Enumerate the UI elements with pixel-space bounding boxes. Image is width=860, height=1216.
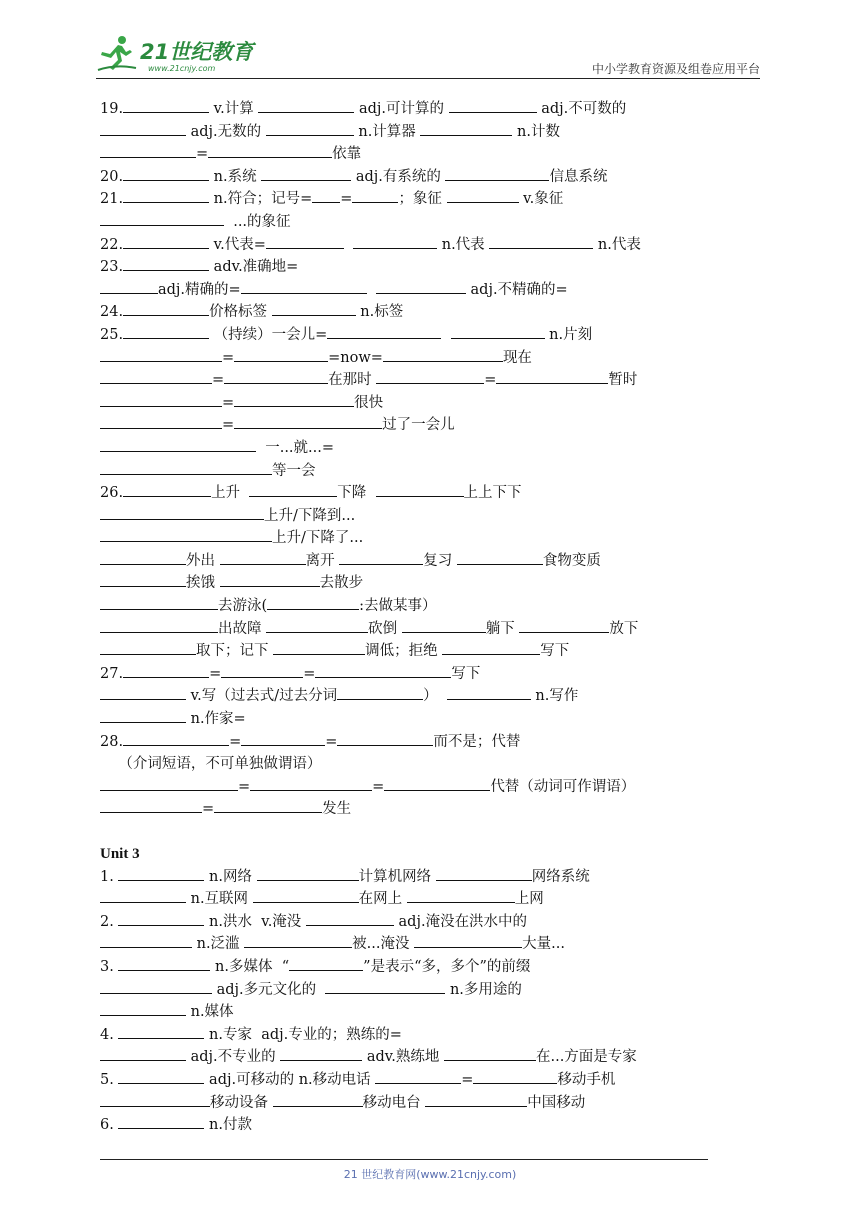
worksheet-line — [100, 166, 740, 189]
worksheet-line — [100, 888, 740, 911]
line-text: n.多媒体 “ — [210, 958, 290, 975]
fill-in-blank[interactable] — [402, 618, 486, 633]
line-text: 25. — [100, 326, 124, 343]
line-text: adj.不精确的= — [465, 281, 568, 298]
fill-in-blank[interactable] — [253, 888, 359, 903]
line-text: n.计算器 — [353, 123, 421, 140]
worksheet-line — [100, 595, 740, 618]
line-text: 20. — [100, 168, 124, 185]
line-text: = — [372, 778, 385, 795]
line-text: = — [202, 801, 215, 818]
line-text: adj.不可数的 — [536, 101, 627, 117]
worksheet-line — [100, 572, 740, 595]
fill-in-blank[interactable] — [100, 933, 192, 948]
fill-in-blank[interactable] — [273, 1092, 363, 1107]
line-text: n.付款 — [204, 1117, 253, 1134]
worksheet-line — [100, 1001, 740, 1024]
line-text: 3. — [100, 958, 119, 975]
line-text: = — [340, 191, 353, 208]
line-text: 23. — [100, 259, 124, 276]
fill-in-blank[interactable] — [447, 685, 531, 700]
fill-in-blank[interactable] — [272, 301, 356, 316]
line-text — [367, 279, 376, 302]
line-text: = — [222, 417, 235, 434]
line-text: 代替（动词可作谓语） — [490, 778, 636, 795]
worksheet-line — [100, 234, 740, 257]
worksheet-line — [100, 1092, 740, 1115]
line-text: = — [484, 372, 497, 389]
fill-in-blank[interactable] — [100, 460, 272, 475]
line-text: n.专家 adj.专业的；熟练的= — [204, 1026, 402, 1043]
worksheet-line — [100, 1024, 740, 1047]
line-text: ；象征 — [398, 191, 447, 208]
worksheet-line — [100, 256, 740, 279]
fill-in-blank[interactable] — [100, 347, 222, 362]
worksheet-line — [100, 527, 740, 550]
fill-in-blank[interactable] — [118, 911, 204, 926]
line-text: adv.准确地= — [209, 259, 299, 276]
fill-in-blank[interactable] — [327, 324, 441, 339]
fill-in-blank[interactable] — [100, 888, 186, 903]
line-text: 食物变质 — [542, 552, 601, 569]
line-text: 大量... — [522, 936, 565, 953]
line-text: 被...淹没 — [352, 936, 415, 953]
fill-in-blank[interactable] — [123, 234, 209, 249]
logo-text: 21世纪教育 — [140, 40, 254, 64]
page-footer: 21 世纪教育网(www.21cnjy.com) — [343, 1168, 517, 1181]
line-text — [441, 324, 450, 347]
fill-in-blank[interactable] — [221, 663, 303, 678]
fill-in-blank[interactable] — [118, 1024, 204, 1039]
line-text: 离开 — [305, 552, 340, 569]
fill-in-blank[interactable] — [473, 1069, 557, 1084]
line-text: 26. — [100, 485, 124, 502]
fill-in-blank[interactable] — [337, 731, 433, 746]
vocab-section-unit3 — [100, 866, 740, 1137]
fill-in-blank[interactable] — [425, 1092, 527, 1107]
fill-in-blank[interactable] — [100, 211, 224, 226]
fill-in-blank[interactable] — [123, 301, 209, 316]
fill-in-blank[interactable] — [100, 776, 238, 791]
fill-in-blank[interactable] — [258, 98, 354, 113]
line-text: v.写（过去式/过去分词 — [186, 688, 338, 705]
fill-in-blank[interactable] — [234, 414, 382, 429]
fill-in-blank[interactable] — [407, 888, 515, 903]
fill-in-blank[interactable] — [444, 1046, 536, 1061]
fill-in-blank[interactable] — [118, 866, 204, 881]
line-text: 21. — [100, 191, 124, 208]
line-text: ） — [423, 688, 447, 705]
line-text — [344, 234, 353, 257]
line-text: 4. — [100, 1026, 119, 1043]
line-text: n.互联网 — [186, 891, 253, 908]
line-text: adj.不专业的 — [186, 1049, 281, 1066]
fill-in-blank[interactable] — [100, 414, 222, 429]
vocab-section-unit2 — [100, 98, 740, 821]
worksheet-line — [100, 731, 740, 754]
line-text: 6. — [100, 1117, 119, 1134]
fill-in-blank[interactable] — [375, 1069, 461, 1084]
fill-in-blank[interactable] — [123, 98, 209, 113]
line-text: 挨饿 — [186, 575, 220, 592]
worksheet-line — [100, 866, 740, 889]
worksheet-line — [100, 301, 740, 324]
fill-in-blank[interactable] — [100, 1001, 186, 1016]
fill-in-blank[interactable] — [325, 979, 445, 994]
line-text: 上升 — [211, 485, 250, 502]
page-header — [96, 34, 760, 80]
line-text: adj.精确的= — [158, 281, 241, 298]
unit-title: Unit 3 — [100, 846, 140, 862]
worksheet-line — [100, 211, 740, 234]
line-text: 发生 — [322, 801, 352, 818]
line-text: 在...方面是专家 — [535, 1049, 637, 1066]
line-text: 19. — [100, 101, 124, 117]
fill-in-blank[interactable] — [234, 347, 328, 362]
line-text: ”是表示“多，多个”的前缀 — [363, 958, 531, 975]
fill-in-blank[interactable] — [100, 550, 186, 565]
line-text: 计算机网络 — [358, 868, 436, 885]
line-text: 很快 — [354, 394, 384, 411]
line-text: 暂时 — [608, 372, 638, 389]
fill-in-blank[interactable] — [100, 1046, 186, 1061]
line-text: 中国移动 — [527, 1094, 586, 1111]
fill-in-blank[interactable] — [312, 188, 340, 203]
worksheet-line — [100, 1046, 740, 1069]
fill-in-blank[interactable] — [100, 618, 218, 633]
fill-in-blank[interactable] — [100, 369, 212, 384]
line-text: n.作家= — [186, 711, 246, 728]
line-text: v.象征 — [518, 191, 564, 208]
line-text: n.系统 — [209, 168, 262, 185]
fill-in-blank[interactable] — [261, 166, 351, 181]
fill-in-blank[interactable] — [250, 776, 372, 791]
fill-in-blank[interactable] — [266, 234, 344, 249]
line-text: adv.熟练地 — [362, 1049, 444, 1066]
worksheet-line — [100, 956, 740, 979]
footer-divider — [100, 1159, 708, 1160]
fill-in-blank[interactable] — [376, 482, 464, 497]
fill-in-blank[interactable] — [123, 188, 209, 203]
line-text: n.计数 — [512, 123, 560, 140]
line-text: 放下 — [609, 620, 639, 637]
fill-in-blank[interactable] — [100, 640, 196, 655]
line-text: 一...就...= — [256, 439, 335, 456]
line-text: 复习 — [423, 552, 457, 569]
fill-in-blank[interactable] — [214, 798, 322, 813]
fill-in-blank[interactable] — [100, 595, 218, 610]
worksheet-body — [100, 98, 740, 1137]
fill-in-blank[interactable] — [100, 279, 158, 294]
logo-url: www.21cnjy.com — [148, 64, 216, 73]
line-text: 调低；拒绝 — [365, 643, 443, 660]
fill-in-blank[interactable] — [376, 369, 484, 384]
worksheet-line — [100, 369, 740, 392]
worksheet-line — [100, 911, 740, 934]
fill-in-blank[interactable] — [280, 1046, 362, 1061]
line-text: n.符合；记号= — [209, 191, 313, 208]
line-text: adj.无数的 — [186, 123, 266, 140]
worksheet-line — [100, 550, 740, 573]
worksheet-line — [100, 347, 740, 370]
header-divider — [96, 78, 760, 79]
line-text: adj.多元文化的 — [212, 981, 326, 998]
line-text: = — [212, 372, 225, 389]
fill-in-blank[interactable] — [123, 663, 209, 678]
fill-in-blank[interactable] — [267, 595, 359, 610]
line-text: = — [303, 665, 316, 682]
line-text: 1. — [100, 868, 119, 885]
worksheet-line — [100, 98, 740, 121]
worksheet-line — [100, 121, 740, 144]
line-text: n.网络 — [204, 868, 257, 885]
worksheet-line — [100, 279, 740, 302]
fill-in-blank[interactable] — [220, 550, 306, 565]
fill-in-blank[interactable] — [118, 956, 210, 971]
line-text: n.媒体 — [186, 1004, 234, 1021]
worksheet-line — [100, 979, 740, 1002]
line-text: （介词短语，不可单独做谓语） — [100, 756, 322, 773]
fill-in-blank[interactable] — [384, 776, 490, 791]
line-text: 网络系统 — [531, 868, 590, 885]
platform-name: 中小学教育资源及组卷应用平台 — [591, 62, 760, 76]
line-text: n.泛滥 — [192, 936, 245, 953]
fill-in-blank[interactable] — [352, 188, 398, 203]
line-text: = — [229, 733, 242, 750]
line-text: 上升/下降到... — [264, 507, 356, 524]
line-text: 上网 — [514, 891, 544, 908]
worksheet-line — [100, 663, 740, 686]
fill-in-blank[interactable] — [339, 550, 423, 565]
fill-in-blank[interactable] — [353, 234, 437, 249]
fill-in-blank[interactable] — [383, 347, 503, 362]
fill-in-blank[interactable] — [123, 256, 209, 271]
fill-in-blank[interactable] — [420, 121, 512, 136]
line-text: 5. — [100, 1071, 119, 1088]
worksheet-line — [100, 798, 740, 821]
fill-in-blank[interactable] — [100, 572, 186, 587]
line-text: 22. — [100, 236, 124, 253]
fill-in-blank[interactable] — [100, 392, 222, 407]
line-text: 出故障 — [218, 620, 267, 637]
worksheet-line — [100, 143, 740, 166]
section-gap — [100, 821, 740, 843]
worksheet-line — [100, 460, 740, 483]
fill-in-blank[interactable] — [306, 911, 394, 926]
line-text: adj.有系统的 — [351, 168, 446, 185]
line-text: adj.淹没在洪水中的 — [393, 913, 528, 930]
worksheet-line — [100, 505, 740, 528]
line-text: 价格标签 — [209, 304, 272, 321]
line-text: v.代表= — [209, 236, 266, 253]
line-text: = — [222, 349, 235, 366]
line-text: = — [238, 778, 251, 795]
worksheet-line — [100, 324, 740, 347]
line-text: = — [209, 665, 222, 682]
line-text: 上上下下 — [463, 485, 522, 502]
worksheet-line — [100, 933, 740, 956]
line-text: 等一会 — [272, 462, 316, 479]
line-text: 在那时 — [328, 372, 377, 389]
line-text: 上升/下降了... — [272, 530, 364, 547]
line-text: :去做某事） — [359, 598, 437, 615]
fill-in-blank[interactable] — [445, 166, 549, 181]
fill-in-blank[interactable] — [118, 1114, 204, 1129]
fill-in-blank[interactable] — [100, 1092, 210, 1107]
fill-in-blank[interactable] — [100, 979, 212, 994]
line-text: adj.可计算的 — [354, 101, 449, 117]
line-text: 写下 — [451, 665, 481, 682]
worksheet-line — [100, 1069, 740, 1092]
fill-in-blank[interactable] — [447, 188, 519, 203]
line-text: 移动电台 — [362, 1094, 426, 1111]
line-text: 28. — [100, 733, 124, 750]
fill-in-blank[interactable] — [249, 482, 337, 497]
line-text: n.多用途的 — [445, 981, 522, 998]
worksheet-line — [100, 188, 740, 211]
fill-in-blank[interactable] — [436, 866, 532, 881]
fill-in-blank[interactable] — [414, 933, 522, 948]
fill-in-blank[interactable] — [244, 933, 352, 948]
line-text: n.洪水 v.淹没 — [204, 913, 306, 930]
fill-in-blank[interactable] — [208, 143, 332, 158]
line-text: 现在 — [502, 349, 532, 366]
fill-in-blank[interactable] — [123, 482, 211, 497]
fill-in-blank[interactable] — [451, 324, 545, 339]
fill-in-blank[interactable] — [442, 640, 540, 655]
worksheet-line — [100, 640, 740, 663]
runner-logo-icon — [96, 34, 140, 74]
line-text: 27. — [100, 665, 124, 682]
fill-in-blank[interactable] — [241, 279, 367, 294]
line-text: adj.可移动的 n.移动电话 — [204, 1071, 376, 1088]
worksheet-line — [100, 776, 740, 799]
worksheet-line — [100, 414, 740, 437]
line-text: n.写作 — [530, 688, 579, 705]
line-text: 依靠 — [332, 146, 362, 163]
line-text: n.标签 — [355, 304, 404, 321]
worksheet-line — [100, 482, 740, 505]
fill-in-blank[interactable] — [257, 866, 359, 881]
fill-in-blank[interactable] — [315, 663, 451, 678]
fill-in-blank[interactable] — [234, 392, 354, 407]
line-text: n.片刻 — [544, 326, 593, 343]
fill-in-blank[interactable] — [457, 550, 543, 565]
line-text: 躺下 — [485, 620, 520, 637]
fill-in-blank[interactable] — [123, 166, 209, 181]
worksheet-line — [100, 685, 740, 708]
fill-in-blank[interactable] — [123, 324, 209, 339]
fill-in-blank[interactable] — [449, 98, 537, 113]
worksheet-line — [100, 437, 740, 460]
fill-in-blank[interactable] — [224, 369, 328, 384]
line-text: 下降 — [337, 485, 376, 502]
line-text: 去散步 — [319, 575, 364, 592]
line-text: 信息系统 — [549, 168, 608, 185]
fill-in-blank[interactable] — [519, 618, 609, 633]
worksheet-line — [100, 618, 740, 641]
line-text: 在网上 — [358, 891, 407, 908]
line-text: 去游泳( — [218, 598, 268, 615]
fill-in-blank[interactable] — [289, 956, 363, 971]
line-text: = — [461, 1071, 474, 1088]
fill-in-blank[interactable] — [123, 731, 229, 746]
fill-in-blank[interactable] — [376, 279, 466, 294]
line-text: 砍倒 — [368, 620, 402, 637]
fill-in-blank[interactable] — [220, 572, 320, 587]
fill-in-blank[interactable] — [100, 437, 256, 452]
line-text: 外出 — [186, 552, 220, 569]
line-text: ...的象征 — [224, 213, 291, 230]
fill-in-blank[interactable] — [100, 527, 272, 542]
fill-in-blank[interactable] — [118, 1069, 204, 1084]
worksheet-line — [100, 708, 740, 731]
site-logo — [96, 34, 266, 78]
fill-in-blank[interactable] — [100, 798, 202, 813]
line-text: 2. — [100, 913, 119, 930]
line-text: 移动设备 — [210, 1094, 273, 1111]
worksheet-line — [100, 753, 740, 776]
worksheet-line — [100, 1114, 740, 1137]
fill-in-blank[interactable] — [337, 685, 423, 700]
line-text: 取下；记下 — [196, 643, 274, 660]
fill-in-blank[interactable] — [241, 731, 325, 746]
fill-in-blank[interactable] — [496, 369, 608, 384]
fill-in-blank[interactable] — [266, 618, 368, 633]
line-text: 写下 — [540, 643, 570, 660]
line-text: 24. — [100, 304, 124, 321]
fill-in-blank[interactable] — [489, 234, 593, 249]
line-text: 移动手机 — [557, 1071, 616, 1088]
line-text: 过了一会儿 — [382, 417, 455, 434]
fill-in-blank[interactable] — [100, 143, 196, 158]
fill-in-blank[interactable] — [100, 708, 186, 723]
fill-in-blank[interactable] — [100, 121, 186, 136]
line-text: = — [325, 733, 338, 750]
line-text: = — [222, 394, 235, 411]
fill-in-blank[interactable] — [266, 121, 354, 136]
worksheet-line — [100, 392, 740, 415]
line-text: v.计算 — [209, 101, 259, 117]
line-text: （持续）一会儿= — [209, 326, 328, 343]
line-text: n.代表 — [593, 236, 641, 253]
line-text: n.代表 — [437, 236, 490, 253]
line-text: = — [196, 146, 209, 163]
fill-in-blank[interactable] — [100, 685, 186, 700]
line-text: 而不是；代替 — [433, 733, 521, 750]
line-text: =now= — [328, 349, 383, 366]
fill-in-blank[interactable] — [100, 505, 264, 520]
fill-in-blank[interactable] — [273, 640, 365, 655]
